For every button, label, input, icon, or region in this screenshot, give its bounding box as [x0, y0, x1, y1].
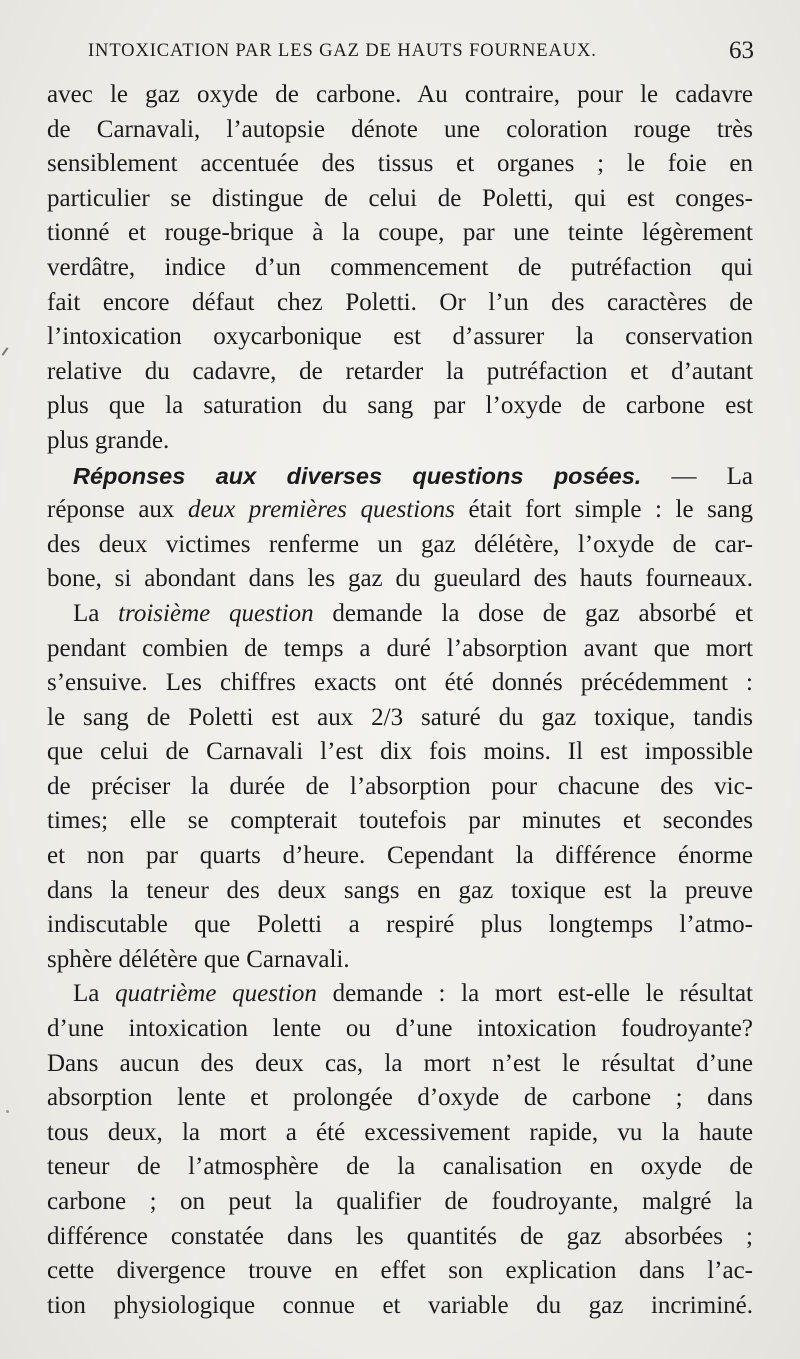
text-line — [47, 389, 753, 424]
text-line — [47, 424, 753, 459]
text-span: s’ensuive. Les chiffres exacts ont été donnés précédemment : — [47, 669, 753, 697]
section-heading: Réponses aux diverses questions posées. — [73, 462, 642, 489]
text-line — [47, 804, 753, 839]
text-span: de préciser la durée de l’absorption pour chacune des vic- — [47, 772, 753, 800]
text-span: cette divergence trouve en effet son explication dans l’ac- — [47, 1257, 753, 1285]
text-span: dans la teneur des deux sangs en gaz toxique est la preuve — [47, 876, 753, 904]
text-span: réponse aux — [47, 496, 188, 524]
text-span: plus grande. — [47, 426, 170, 454]
text-line — [47, 1116, 753, 1151]
text-line — [47, 1150, 753, 1185]
text-line — [47, 1047, 753, 1082]
text-span: verdâtre, indice d’un commencement de putréfaction qui — [47, 253, 753, 281]
text-span: bone, si abondant dans les gaz du gueulard des hauts fourneaux. — [47, 565, 753, 593]
text-line — [47, 943, 753, 978]
text-span: que celui de Carnavali l’est dix fois moins. Il est impossible — [47, 738, 753, 766]
text-span: demande la dose de gaz absorbé et — [313, 599, 753, 627]
text-line — [47, 286, 753, 321]
text-span: absorption lente et prolongée d’oxyde de carbone ; dans — [47, 1084, 753, 1112]
text-span: sensiblement accentuée des tissus et organes ; le foie en — [47, 150, 753, 178]
text-span: La — [73, 980, 116, 1008]
text-span: carbone ; on peut la qualifier de foudroyante, malgré la — [47, 1188, 753, 1215]
margin-mark — [2, 347, 9, 356]
text-line — [47, 182, 753, 217]
text-span: plus que la saturation du sang par l’oxyde de carbone est — [47, 392, 753, 420]
text-line — [47, 459, 753, 494]
text-span: l’intoxication oxycarbonique est d’assurer la conservation — [47, 323, 753, 351]
text-line — [47, 977, 753, 1012]
margin-speck — [6, 1110, 9, 1113]
text-span: pendant combien de temps a duré l’absorption avant que mort — [47, 634, 753, 662]
text-line — [47, 355, 753, 390]
text-span: avec le gaz oxyde de carbone. Au contraire, pour le cadavre — [47, 81, 753, 108]
text-span: demande : la mort est-elle le résultat — [316, 980, 754, 1008]
text-line — [47, 113, 753, 148]
text-span: était fort simple : le sang — [454, 496, 753, 524]
text-span: d’une intoxication lente ou d’une intoxication foudroyante? — [47, 1015, 753, 1043]
text-line — [47, 908, 753, 943]
text-line — [47, 1220, 753, 1255]
text-line — [47, 1289, 753, 1324]
body-text — [47, 78, 753, 1323]
text-span: le sang de Poletti est aux 2/3 saturé du gaz toxique, tandis — [47, 703, 753, 731]
text-line — [47, 1081, 753, 1116]
running-title: INTOXICATION PAR LES GAZ DE HAUTS FOURNEAUX. — [88, 41, 597, 61]
text-line — [47, 770, 753, 805]
text-line — [47, 874, 753, 909]
text-line — [47, 1185, 753, 1220]
text-line — [47, 735, 753, 770]
text-line — [47, 632, 753, 667]
page-number: 63 — [729, 37, 754, 64]
text-line — [47, 701, 753, 736]
text-line — [47, 528, 753, 563]
text-span: tous deux, la mort a été excessivement rapide, vu la haute — [47, 1118, 753, 1146]
text-span: particulier se distingue de celui de Poletti, qui est conges- — [47, 184, 753, 212]
text-line — [47, 320, 753, 355]
text-span: de Carnavali, l’autopsie dénote une coloration rouge très — [47, 115, 753, 143]
text-line — [47, 147, 753, 182]
text-span: relative du cadavre, de retarder la putréfaction et d’autant — [47, 357, 753, 385]
text-span: tionné et rouge-brique à la coupe, par une teinte légèrement — [47, 219, 753, 247]
text-span: fait encore défaut chez Poletti. Or l’un des caractères de — [47, 288, 753, 316]
text-span: tion physiologique connue et variable du gaz incriminé. — [47, 1291, 753, 1319]
text-line — [47, 1254, 753, 1289]
text-line — [47, 1012, 753, 1047]
text-span: Dans aucun des deux cas, la mort n’est le résultat d’une — [47, 1049, 753, 1077]
text-span: indiscutable que Poletti a respiré plus longtemps l’atmo- — [47, 911, 753, 939]
text-span: sphère délétère que Carnavali. — [47, 945, 350, 973]
text-line — [47, 666, 753, 701]
text-span: La — [73, 599, 119, 627]
page-header — [48, 37, 754, 67]
text-line — [47, 493, 753, 528]
text-span: teneur de l’atmosphère de la canalisation en oxyde de — [47, 1153, 753, 1181]
text-line — [47, 216, 753, 251]
emphasis-text: troisième question — [118, 599, 314, 627]
text-span: différence constatée dans les quantités de gaz absorbées ; — [47, 1222, 753, 1250]
text-span: et non par quarts d’heure. Cependant la différence énorme — [47, 842, 753, 870]
emphasis-text: quatrième question — [115, 980, 317, 1008]
emphasis-text: deux premières questions — [188, 496, 455, 524]
text-line — [47, 839, 753, 874]
text-line — [47, 251, 753, 286]
text-line — [47, 597, 753, 632]
text-span: times; elle se compterait toutefois par minutes et secondes — [47, 807, 753, 835]
text-span: des deux victimes renferme un gaz délétère, l’oxyde de car- — [47, 530, 753, 558]
text-span: — La — [641, 462, 753, 490]
text-line — [47, 562, 753, 597]
text-line — [47, 78, 753, 113]
